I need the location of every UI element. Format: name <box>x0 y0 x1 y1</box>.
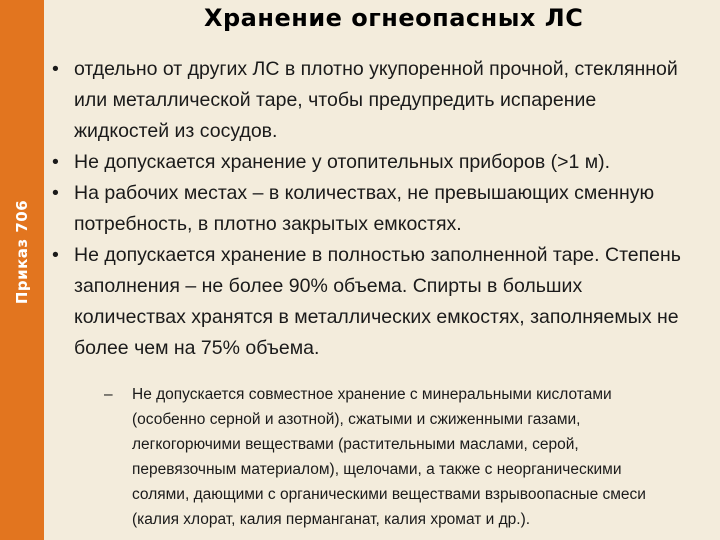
bullet-item <box>52 240 692 364</box>
bullet-item <box>52 178 692 240</box>
bullet-text: отдельно от других ЛС в плотно укупоренной прочной, стеклянной или металлической таре, чтобы предупредить испарение жидкостей из сосудов. <box>74 58 678 142</box>
sub-bullet-list <box>52 382 692 532</box>
page-title: Хранение огнеопасных ЛС <box>204 4 584 32</box>
dash-icon: – <box>104 386 113 403</box>
bullet-icon: • <box>52 58 59 80</box>
sidebar-band <box>0 0 44 540</box>
bullet-icon: • <box>52 244 59 266</box>
bullet-icon: • <box>52 151 59 173</box>
bullet-item <box>52 54 692 147</box>
title-bar <box>44 0 720 40</box>
bullet-text: Не допускается хранение в полностью заполненной таре. Степень заполнения – не более 90% объема. Спирты в больших количествах хранятся в металлических емкостях, заполняемых не более чем на 75% объема. <box>74 244 681 359</box>
slide-content <box>52 54 692 532</box>
sub-bullet-text: Не допускается совместное хранение с минеральными кислотами (особенно серной и азотной), сжатыми и сжиженными газами, легкогорючими веществами (растительными маслами, серой, перевязочным материалом), щелочами, а также с неорганическими солями, дающими с органическими веществами взрывоопасные смеси (калия хлорат, калия перманганат, калия хромат и др.). <box>132 386 646 528</box>
bullet-text: Не допускается хранение у отопительных приборов (>1 м). <box>74 151 611 173</box>
sidebar-label: Приказ 706 <box>13 199 31 305</box>
bullet-icon: • <box>52 182 59 204</box>
bullet-list <box>52 54 692 364</box>
bullet-text: На рабочих местах – в количествах, не превышающих сменную потребность, в плотно закрытых емкостях. <box>74 182 655 235</box>
sub-bullet-item <box>104 382 682 532</box>
bullet-item <box>52 147 692 178</box>
